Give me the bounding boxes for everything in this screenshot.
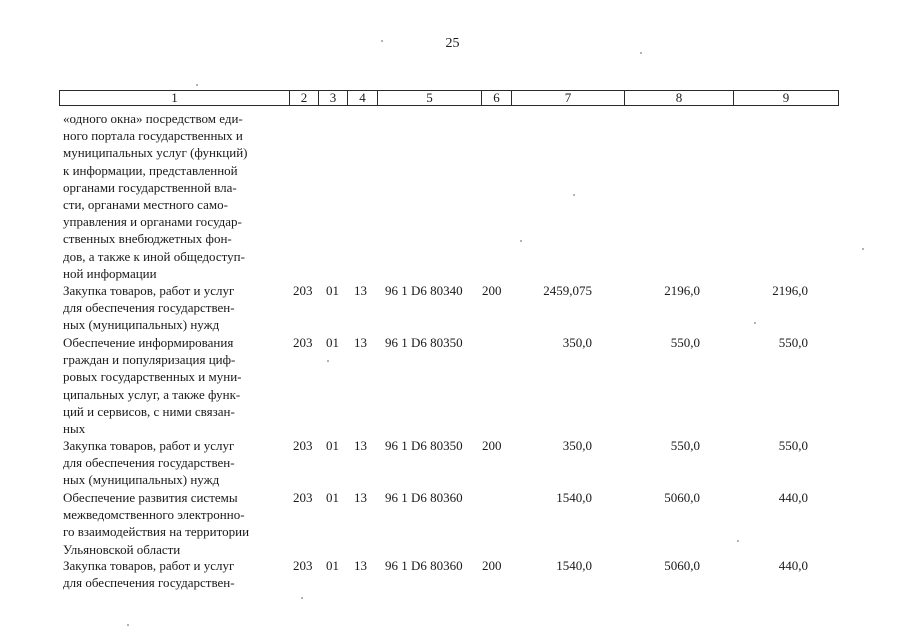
- amount-col7-cell: 1540,0: [556, 558, 592, 573]
- description-line: ций и сервисов, с ними связан-: [63, 403, 235, 419]
- table-row: [0, 334, 905, 438]
- row-description: [63, 110, 281, 282]
- column-header-4: 4: [348, 91, 378, 105]
- description-line: Обеспечение развития системы: [63, 490, 238, 505]
- expense-type-cell: 200: [482, 438, 502, 453]
- scan-speck: [381, 40, 383, 42]
- description-line: го взаимодействия на территории: [63, 524, 250, 540]
- chapter-code-cell: 01: [326, 335, 339, 350]
- subsection-code-cell: [354, 110, 376, 127]
- description-line: граждан и популяризация циф-: [63, 352, 236, 368]
- description-line: Закупка товаров, работ и услуг: [63, 438, 235, 453]
- scan-speck: [327, 360, 329, 362]
- section-code-cell: 203: [293, 335, 313, 350]
- description-line: Обеспечение информирования: [63, 335, 234, 350]
- description-line: к информации, представленной: [63, 162, 238, 178]
- chapter-code-cell: 01: [326, 438, 339, 453]
- chapter-code-cell: 01: [326, 490, 339, 505]
- column-header-1: 1: [60, 91, 290, 105]
- scan-speck: [862, 248, 864, 250]
- page-number: 25: [445, 36, 460, 51]
- amount-col7-cell: 350,0: [562, 438, 592, 453]
- scan-speck: [127, 624, 129, 626]
- description-line: управления и органами государ-: [63, 214, 242, 230]
- scan-speck: [301, 597, 303, 599]
- subsection-code-cell: 13: [354, 283, 367, 298]
- scan-speck: [573, 194, 575, 196]
- amount-col9-cell: 550,0: [778, 438, 808, 453]
- amount-col7-cell: [520, 110, 592, 127]
- description-line: Закупка товаров, работ и услуг: [63, 283, 235, 298]
- section-code-cell: 203: [293, 558, 313, 573]
- column-header-7: 7: [512, 91, 625, 105]
- amount-col8-cell: 5060,0: [664, 490, 700, 505]
- scan-speck: [196, 84, 198, 86]
- description-line: дов, а также к иной общедоступ-: [63, 248, 245, 264]
- scan-speck: [640, 52, 642, 54]
- target-article-cell: 96 1 D6 80350: [385, 335, 463, 350]
- target-article-cell: 96 1 D6 80340: [385, 283, 463, 298]
- section-code-cell: 203: [293, 283, 313, 298]
- expense-type-cell: [482, 334, 510, 351]
- description-line: сти, органами местного само-: [63, 197, 228, 213]
- subsection-code-cell: 13: [354, 490, 367, 505]
- table-row: [0, 110, 905, 282]
- amount-col9-cell: 440,0: [778, 558, 808, 573]
- description-line: для обеспечения государствен-: [63, 575, 235, 591]
- column-header-2: 2: [290, 91, 319, 105]
- section-code-cell: [293, 110, 317, 127]
- amount-col7-cell: 350,0: [562, 335, 592, 350]
- amount-col8-cell: 2196,0: [664, 283, 700, 298]
- row-description: [63, 437, 281, 489]
- target-article-cell: 96 1 D6 80360: [385, 490, 463, 505]
- amount-col7-cell: 1540,0: [556, 490, 592, 505]
- description-line: «одного окна» посредством еди-: [63, 111, 243, 126]
- scan-speck: [520, 240, 522, 242]
- column-header-8: 8: [625, 91, 734, 105]
- amount-col9-cell: 550,0: [778, 335, 808, 350]
- description-line: для обеспечения государствен-: [63, 455, 235, 471]
- amount-col8-cell: [630, 110, 700, 127]
- expense-type-cell: [482, 110, 510, 127]
- subsection-code-cell: 13: [354, 558, 367, 573]
- subsection-code-cell: 13: [354, 438, 367, 453]
- description-line: Ульяновской области: [63, 541, 181, 557]
- description-line: межведомственного электронно-: [63, 507, 245, 523]
- table-row: [0, 489, 905, 558]
- chapter-code-cell: 01: [326, 558, 339, 573]
- section-code-cell: 203: [293, 438, 313, 453]
- amount-col8-cell: 550,0: [670, 335, 700, 350]
- column-header-9: 9: [782, 90, 790, 105]
- description-line: ных (муниципальных) нужд: [63, 472, 220, 488]
- target-article-cell: [385, 110, 480, 127]
- description-line: ципальных услуг, а также функ-: [63, 386, 241, 402]
- chapter-code-cell: 01: [326, 283, 339, 298]
- scan-speck: [754, 322, 756, 324]
- table-row: [0, 282, 905, 334]
- section-code-cell: 203: [293, 490, 313, 505]
- column-header-6: 6: [482, 91, 512, 105]
- amount-col7-cell: 2459,075: [543, 283, 592, 298]
- table-header-row: [59, 90, 839, 106]
- column-header-5: 5: [378, 91, 482, 105]
- expense-type-cell: [482, 489, 510, 506]
- amount-col9-cell: [738, 110, 808, 127]
- column-header-3: 3: [319, 91, 348, 105]
- amount-col8-cell: 5060,0: [664, 558, 700, 573]
- row-description: [63, 282, 281, 334]
- subsection-code-cell: 13: [354, 335, 367, 350]
- description-line: ровых государственных и муни-: [63, 369, 242, 385]
- amount-col9-cell: 440,0: [778, 490, 808, 505]
- table-row: [0, 557, 905, 592]
- description-line: ственных внебюджетных фон-: [63, 231, 232, 247]
- target-article-cell: 96 1 D6 80360: [385, 558, 463, 573]
- description-line: Закупка товаров, работ и услуг: [63, 558, 235, 573]
- amount-col8-cell: 550,0: [670, 438, 700, 453]
- description-line: для обеспечения государствен-: [63, 300, 235, 316]
- expense-type-cell: 200: [482, 558, 502, 573]
- description-line: ных (муниципальных) нужд: [63, 317, 220, 333]
- description-line: ной информации: [63, 265, 157, 281]
- table-row: [0, 437, 905, 489]
- description-line: ных: [63, 421, 86, 437]
- target-article-cell: 96 1 D6 80350: [385, 438, 463, 453]
- row-description: [63, 557, 281, 591]
- chapter-code-cell: [326, 110, 344, 127]
- scan-speck: [737, 540, 739, 542]
- description-line: ного портала государственных и: [63, 128, 243, 144]
- row-description: [63, 334, 281, 437]
- description-line: муниципальных услуг (функций): [63, 145, 248, 161]
- row-description: [63, 489, 281, 558]
- expense-type-cell: 200: [482, 283, 502, 298]
- amount-col9-cell: 2196,0: [772, 283, 808, 298]
- description-line: органами государственной вла-: [63, 179, 237, 195]
